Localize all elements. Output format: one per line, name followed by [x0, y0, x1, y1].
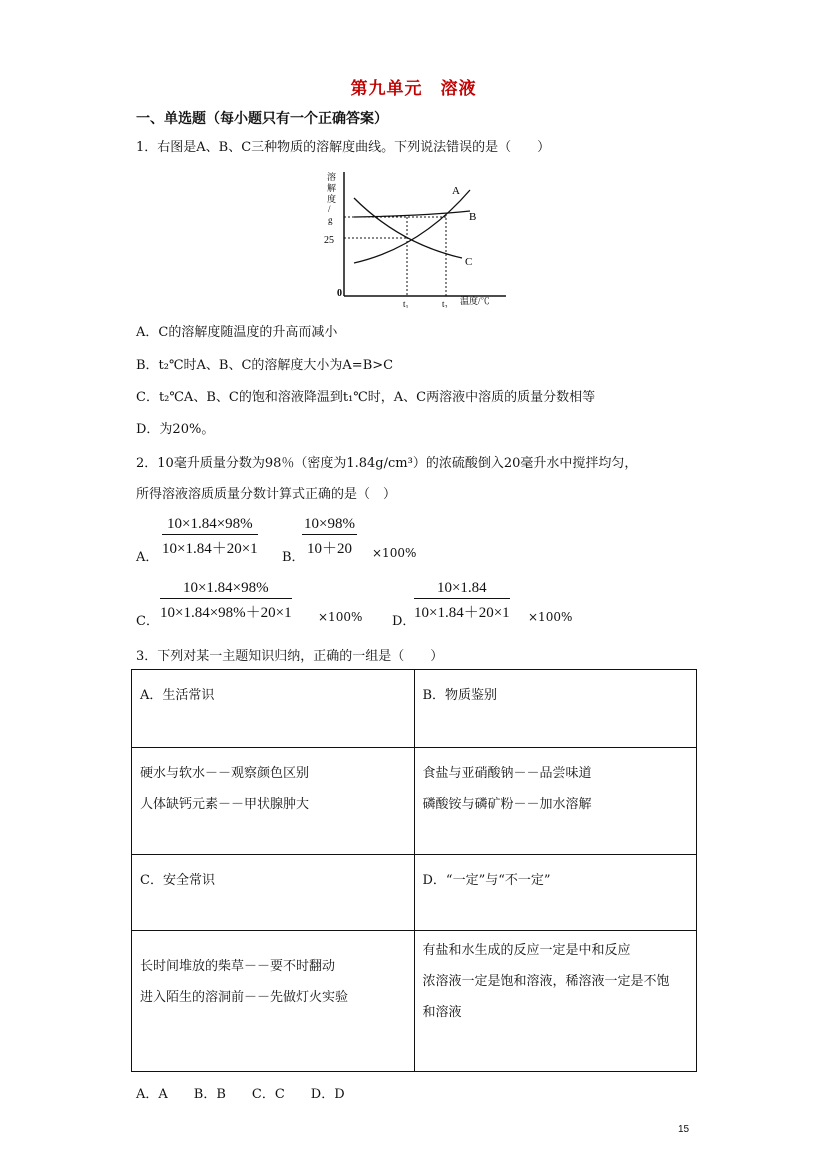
- ylabel-char-5: g: [328, 215, 333, 225]
- q3-options-table: [131, 669, 697, 1072]
- y-tick-25: 25: [324, 235, 334, 246]
- q3-cell-c-head: C．安全常识: [132, 855, 415, 931]
- q2-d-numerator: 10×1.84: [436, 580, 487, 596]
- q3-d-line-3: 和溶液: [422, 1005, 462, 1020]
- q2-option-d-tail: ×100%: [528, 610, 573, 624]
- origin-label: 0: [337, 288, 342, 299]
- ylabel-char-4: /: [328, 204, 331, 214]
- q3-b-line-1: 食盐与亚硝酸钠－－品尝味道: [422, 766, 592, 781]
- q1-option-a: A．C的溶解度随温度的升高而减小: [136, 325, 338, 340]
- q2-b-numerator: 10×98%: [304, 516, 355, 532]
- q3-cell-d-body: [414, 931, 697, 1072]
- q2-a-denominator: 10×1.84＋20×1: [162, 534, 258, 558]
- q3-cell-c-body: [132, 931, 415, 1072]
- ylabel-char-3: 度: [327, 194, 337, 204]
- page-number: 15: [678, 1124, 690, 1135]
- curve-label-C: C: [465, 256, 473, 268]
- q2-option-d-label: D．: [392, 614, 416, 629]
- page-title: 第九单元 溶液: [350, 79, 477, 99]
- q3-c-line-2: 进入陌生的溶洞前－－先做灯火实验: [140, 990, 349, 1005]
- q2-d-denominator: 10×1.84＋20×1: [414, 598, 510, 622]
- q2-option-c-label: C．: [136, 614, 159, 629]
- solubility-curve-figure: [320, 168, 510, 308]
- q3-d-line-2: 浓溶液一定是饱和溶液，稀溶液一定是不饱: [422, 974, 670, 989]
- q2-c-numerator: 10×1.84×98%: [182, 580, 269, 596]
- x-tick-t1: $t_1$: [403, 299, 409, 308]
- question-2-stem-line2: 所得溶液溶质质量分数计算式正确的是（ ）: [136, 487, 397, 502]
- question-3-stem: 3．下列对某一主题知识归纳，正确的一组是（ ）: [136, 649, 444, 664]
- q2-c-denominator: 10×1.84×98%＋20×1: [160, 598, 292, 622]
- q3-a-line-1: 硬水与软水－－观察颜色区别: [140, 766, 310, 781]
- q1-option-d: D．为20%。: [136, 422, 215, 437]
- q2-option-a-fraction: [162, 516, 258, 558]
- q3-cell-b-body: [414, 748, 697, 855]
- q2-option-a-label: A．: [136, 550, 159, 565]
- q3-cell-a-body: [132, 748, 415, 855]
- x-tick-t2: $t_2$: [442, 299, 448, 308]
- q3-cell-a-head: A．生活常识: [132, 670, 415, 748]
- q3-cell-d-head: D．“一定”与“不一定”: [414, 855, 697, 931]
- q2-option-b-tail: ×100%: [372, 546, 417, 560]
- question-1-stem: 1．右图是A、B、C三种物质的溶解度曲线。下列说法错误的是（ ）: [136, 140, 551, 155]
- q3-c-line-1: 长时间堆放的柴草－－要不时翻动: [140, 959, 336, 974]
- xlabel: 温度/℃: [460, 296, 490, 306]
- q2-a-numerator: 10×1.84×98%: [167, 516, 253, 532]
- ylabel-char-2: 解: [327, 183, 337, 193]
- q1-option-c: C．t₂℃A、B、C的饱和溶液降温到t₁℃时，A、C两溶液中溶质的质量分数相等: [136, 390, 596, 405]
- q2-option-c-tail: ×100%: [318, 610, 363, 624]
- q3-b-line-2: 磷酸铵与磷矿粉－－加水溶解: [422, 797, 592, 812]
- curve-label-B: B: [469, 211, 477, 223]
- curve-A: [354, 190, 470, 263]
- q1-option-b: B．t₂℃时A、B、C的溶解度大小为A=B>C: [136, 358, 394, 373]
- question-2-stem-line1: 2．10毫升质量分数为98％（密度为1.84g/cm³）的浓硫酸倒入20毫升水中搅拌均匀，: [136, 456, 638, 471]
- section-heading: 一、单选题（每小题只有一个正确答案）: [136, 111, 388, 127]
- q2-option-b-label: B．: [282, 550, 305, 565]
- q2-option-c-fraction: [160, 580, 292, 622]
- q2-option-b-fraction: [302, 516, 357, 558]
- q3-cell-b-head: B．物质鉴别: [414, 670, 697, 748]
- q3-a-line-2: 人体缺钙元素－－甲状腺肿大: [140, 797, 310, 812]
- curve-label-A: A: [452, 185, 460, 197]
- q2-b-denominator: 10＋20: [302, 534, 357, 558]
- q3-answer-choices: A．A B．B C．C D．D: [136, 1087, 345, 1102]
- q3-d-line-1: 有盐和水生成的反应一定是中和反应: [422, 943, 631, 958]
- q2-option-d-fraction: [414, 580, 510, 622]
- ylabel-char-1: 溶: [327, 172, 337, 182]
